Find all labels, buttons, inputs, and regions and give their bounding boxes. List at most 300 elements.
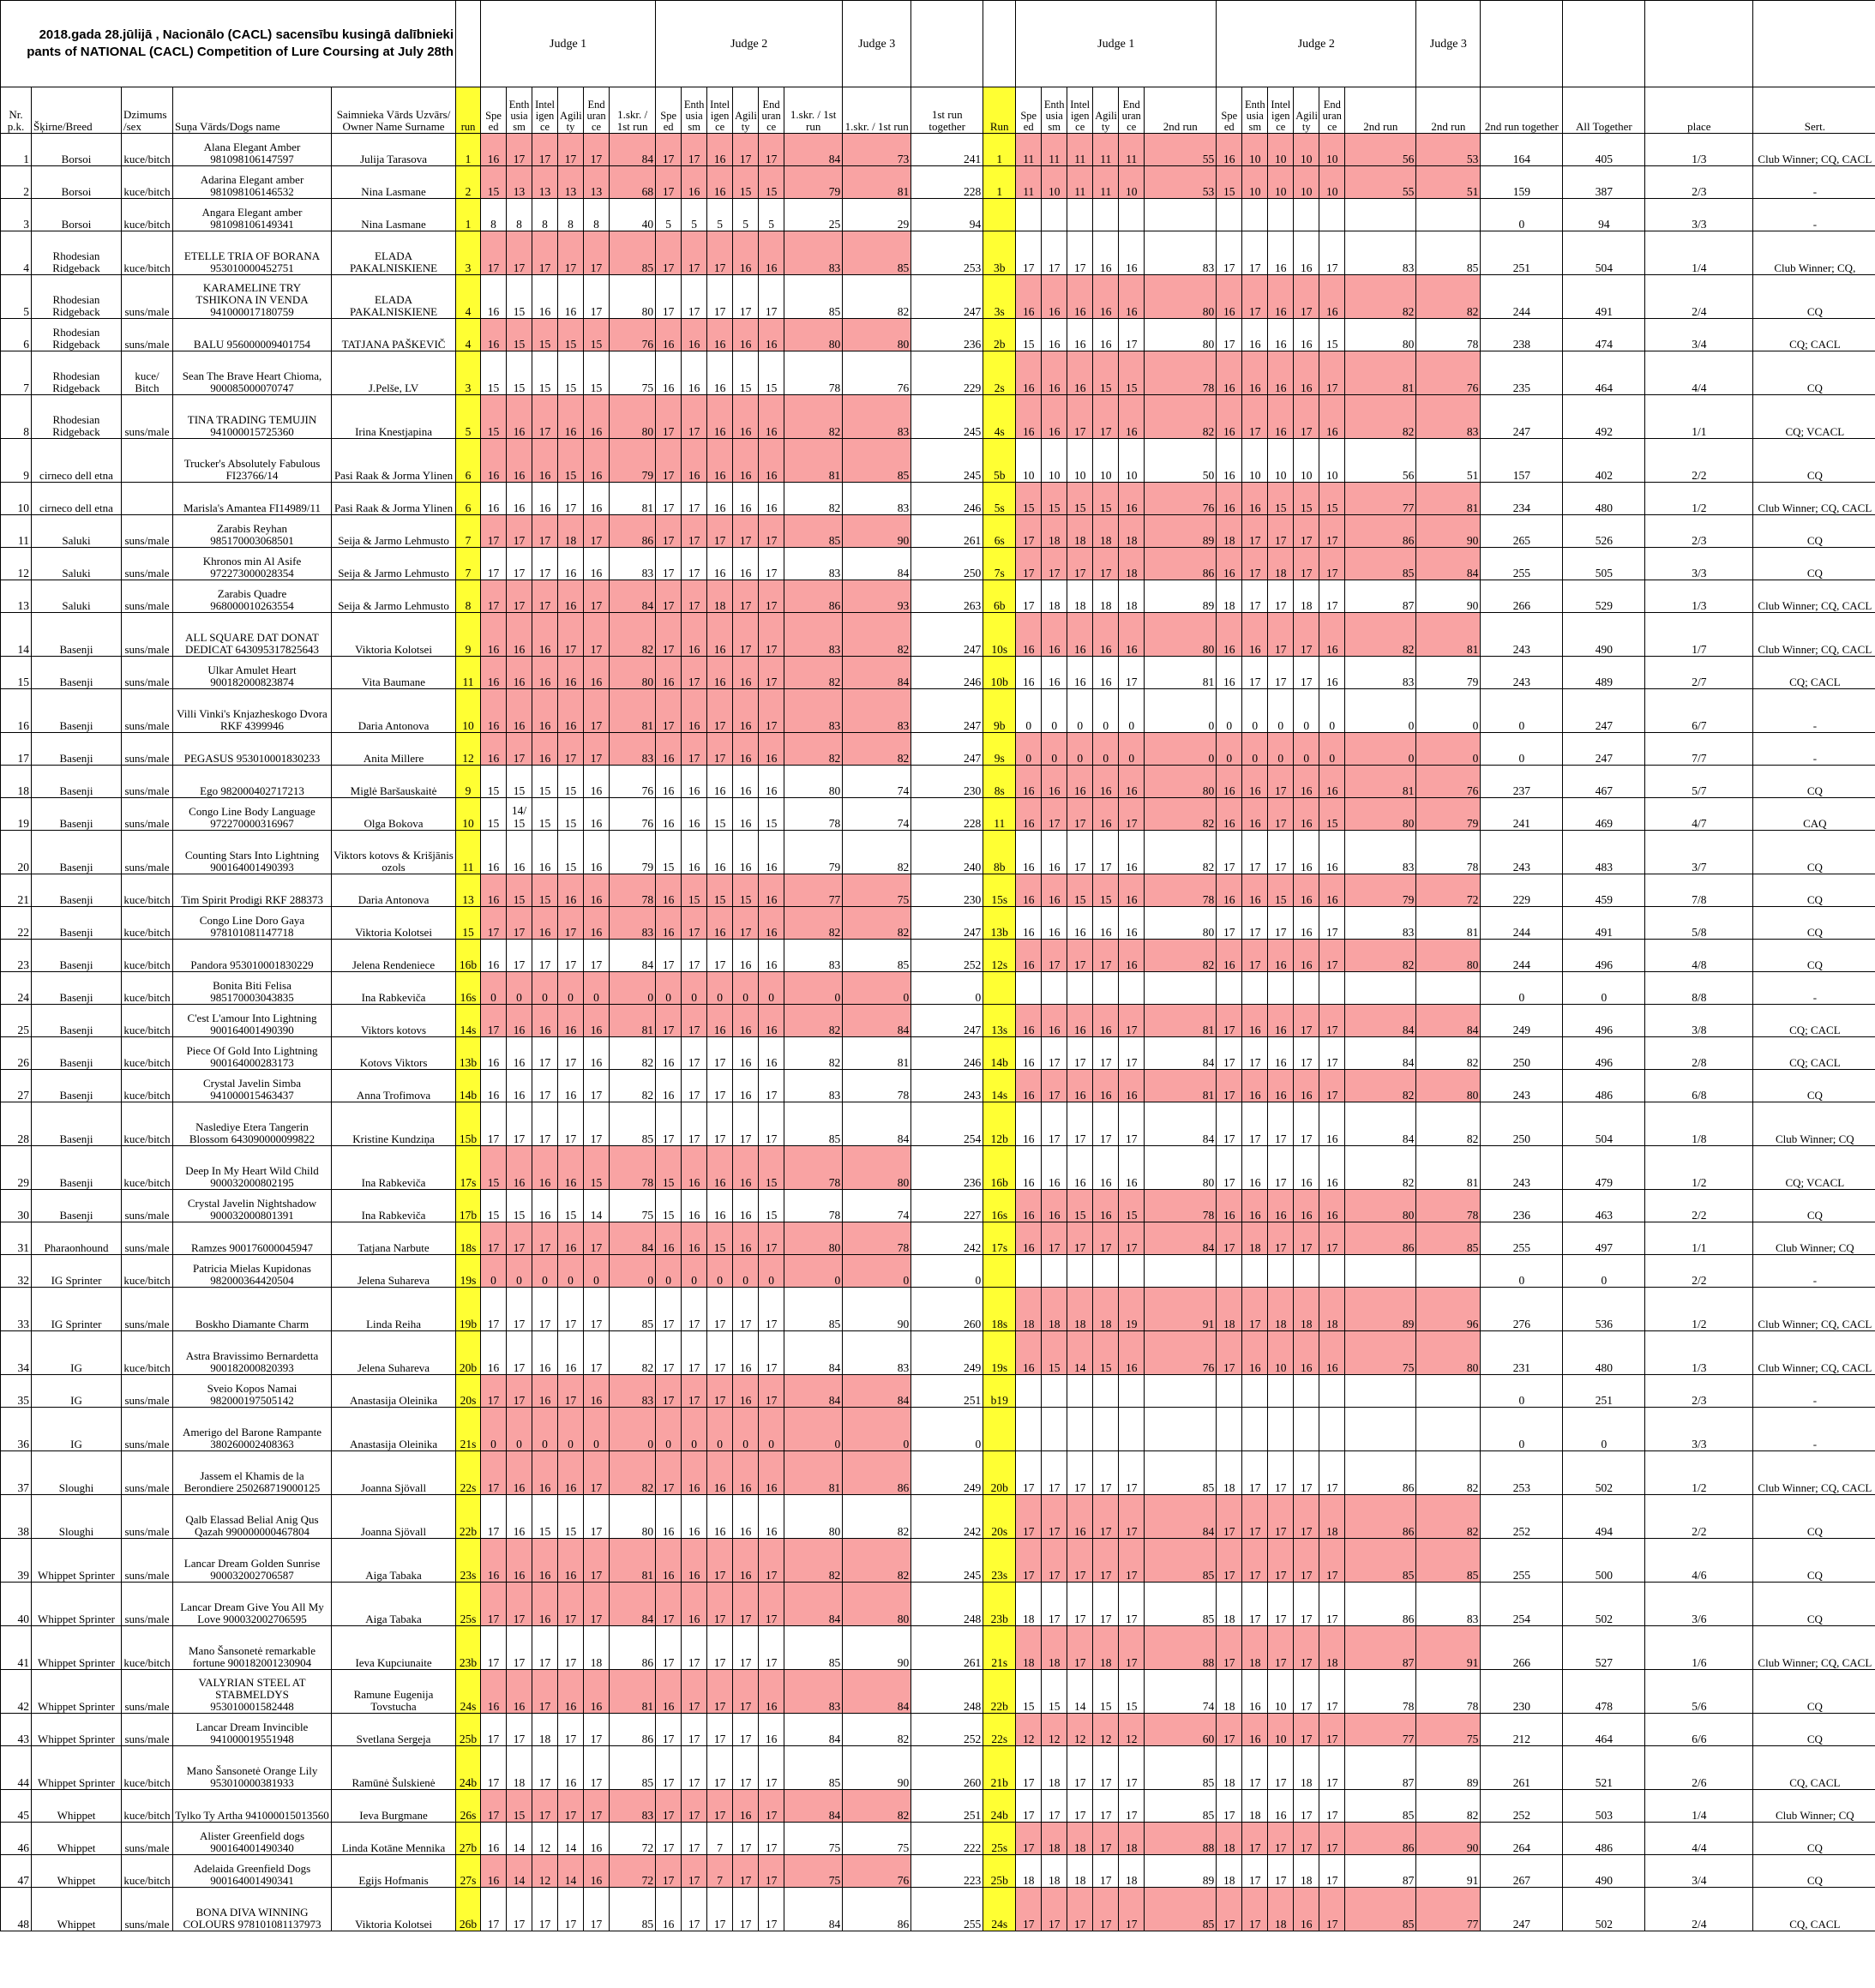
- j1-run2-speed: 17: [1016, 1888, 1042, 1931]
- j1-run1-endurance: 17: [584, 689, 610, 733]
- run1-total: 247: [911, 275, 983, 319]
- j2-run2-intelligence: 10: [1268, 1670, 1294, 1714]
- j2-run2-agility: 16: [1294, 1070, 1319, 1102]
- run2-total: 0: [1481, 1255, 1563, 1288]
- j1-run1-agility: 13: [558, 166, 584, 199]
- j2-run2-speed: 18: [1217, 580, 1242, 613]
- j2-run1-endurance: 15: [759, 1146, 784, 1190]
- run1-total: 0: [911, 1255, 983, 1288]
- row-number: 37: [1, 1451, 32, 1495]
- row-number: 12: [1, 548, 32, 580]
- place-cell: 2/3: [1645, 166, 1753, 199]
- j1-run1-agility: 15: [558, 351, 584, 395]
- dog-name-cell: Trucker's Absolutely Fabulous FI23766/14: [173, 439, 332, 483]
- run2-total: 0: [1481, 972, 1563, 1005]
- all-together: 505: [1563, 548, 1645, 580]
- j2-run1-intelligence: 16: [707, 439, 733, 483]
- j2-run2-enthusiasm: 16: [1242, 1331, 1268, 1375]
- dog-name-cell: KARAMELINE TRY TSHIKONA IN VENDA 941000017180759: [173, 275, 332, 319]
- table-row: [1, 231, 1875, 275]
- sert-cell: CQ: [1753, 1495, 1875, 1539]
- j1-run1-endurance: 15: [584, 319, 610, 351]
- j2-run2-sum: 82: [1345, 1070, 1416, 1102]
- j2-run1-intelligence: 17: [707, 733, 733, 766]
- all-together: 497: [1563, 1222, 1645, 1255]
- all-together: 459: [1563, 874, 1645, 907]
- j2-run1-sum: 78: [784, 798, 843, 831]
- j1-run1-intelligence: 17: [532, 1288, 558, 1331]
- j1-run2-intelligence: 17: [1067, 798, 1093, 831]
- j1-run1-endurance: 0: [584, 1408, 610, 1451]
- j1-run1-sum: 72: [610, 1855, 656, 1888]
- j2-run1-agility: 16: [733, 733, 759, 766]
- j1-run1-speed: 15: [481, 1190, 507, 1222]
- sex-cell: suns/male: [122, 766, 173, 798]
- j2-run1-enthusiasm: 16: [682, 319, 707, 351]
- run2-total: 243: [1481, 1146, 1563, 1190]
- j2-run2-enthusiasm: 16: [1242, 1190, 1268, 1222]
- table-row: [1, 1102, 1875, 1146]
- j1-run1-sum: 81: [610, 689, 656, 733]
- j2-run2-intelligence: 17: [1268, 907, 1294, 940]
- j3-run1-sum: 75: [843, 874, 911, 907]
- j1-run1-intelligence: 16: [532, 1539, 558, 1583]
- j2-run2-speed: 17: [1217, 1790, 1242, 1823]
- all-together: 491: [1563, 907, 1645, 940]
- j1-run1-speed: 17: [481, 1714, 507, 1746]
- j1-run2-intelligence: 14: [1067, 1670, 1093, 1714]
- j1-run2-enthusiasm: 12: [1042, 1714, 1067, 1746]
- j2-run2-intelligence: 17: [1268, 1823, 1294, 1855]
- j1-run1-enthusiasm: 15: [507, 1190, 532, 1222]
- dog-name-cell: Congo Line Body Language 972270000316967: [173, 798, 332, 831]
- j2-run1-intelligence: 16: [707, 1005, 733, 1037]
- j2-run1-sum: 80: [784, 319, 843, 351]
- owner-cell: Miglė Baršauskaitė: [332, 766, 456, 798]
- j2-run1-enthusiasm: 16: [682, 798, 707, 831]
- j2-run2-agility: 16: [1294, 874, 1319, 907]
- j3-run2-sum: [1416, 1375, 1481, 1408]
- j1-run1-endurance: 15: [584, 1146, 610, 1190]
- run1-total: 240: [911, 831, 983, 874]
- row-number: 13: [1, 580, 32, 613]
- j2-run1-intelligence: 16: [707, 1451, 733, 1495]
- j3-run1-sum: 85: [843, 231, 911, 275]
- j1-run2-endurance: 16: [1119, 766, 1145, 798]
- breed-cell: Basenji: [32, 1146, 122, 1190]
- sex-cell: suns/male: [122, 1823, 173, 1855]
- j1-run1-enthusiasm: 15: [507, 874, 532, 907]
- breed-cell: Whippet Sprinter: [32, 1670, 122, 1714]
- breed-cell: IG: [32, 1408, 122, 1451]
- j2-run1-intelligence: 16: [707, 1146, 733, 1190]
- run1-cell: 22b: [456, 1495, 481, 1539]
- j2-run1-endurance: 16: [759, 1670, 784, 1714]
- all-together: 94: [1563, 199, 1645, 231]
- j2-run2-endurance: 15: [1319, 483, 1345, 515]
- j2-run2-enthusiasm: 16: [1242, 319, 1268, 351]
- j2-run2-intelligence: 17: [1268, 1539, 1294, 1583]
- j2-run2-sum: 87: [1345, 580, 1416, 613]
- j2-run1-intelligence: 15: [707, 874, 733, 907]
- j3-run2-sum: [1416, 1255, 1481, 1288]
- run2-cell: 25s: [983, 1823, 1016, 1855]
- j2-run1-endurance: 16: [759, 1714, 784, 1746]
- j3-run2-sum: 0: [1416, 733, 1481, 766]
- run1-cell: 4: [456, 275, 481, 319]
- j1-run1-endurance: 16: [584, 1823, 610, 1855]
- j2-run1-speed: 17: [656, 1005, 682, 1037]
- all-together: 504: [1563, 231, 1645, 275]
- sex-cell: kuce/bitch: [122, 874, 173, 907]
- j1-run1-endurance: 17: [584, 1222, 610, 1255]
- breed-cell: Borsoi: [32, 199, 122, 231]
- j1-run2-sum: [1145, 1375, 1217, 1408]
- j2-run1-enthusiasm: 16: [682, 831, 707, 874]
- j2-run2-sum: 80: [1345, 798, 1416, 831]
- j2-run2-speed: 16: [1217, 548, 1242, 580]
- j2-run1-agility: 15: [733, 166, 759, 199]
- j2-run2-agility: [1294, 199, 1319, 231]
- j3-run1-sum: 90: [843, 1746, 911, 1790]
- owner-cell: Viktoria Kolotsei: [332, 613, 456, 657]
- j3-run2-sum: 78: [1416, 831, 1481, 874]
- all-together: 521: [1563, 1746, 1645, 1790]
- j2-run2-sum: [1345, 1255, 1416, 1288]
- j3-run1-sum: 82: [843, 907, 911, 940]
- place-cell: 5/8: [1645, 907, 1753, 940]
- place-cell: 5/7: [1645, 766, 1753, 798]
- run2-cell: 16s: [983, 1190, 1016, 1222]
- j2-run1-intelligence: 7: [707, 1855, 733, 1888]
- j2-run2-enthusiasm: [1242, 972, 1268, 1005]
- j2-run2-agility: 17: [1294, 1005, 1319, 1037]
- j1-run2-intelligence: 18: [1067, 1288, 1093, 1331]
- sert-cell: Club Winner; CQ, CACL: [1753, 483, 1875, 515]
- j1-run1-agility: 17: [558, 1037, 584, 1070]
- all-together: 490: [1563, 613, 1645, 657]
- j2-run1-agility: 16: [733, 439, 759, 483]
- breed-cell: Whippet: [32, 1823, 122, 1855]
- j2-run1-enthusiasm: 17: [682, 1375, 707, 1408]
- row-number: 36: [1, 1408, 32, 1451]
- all-together: 405: [1563, 134, 1645, 166]
- j1-run2-intelligence: 11: [1067, 134, 1093, 166]
- j2-run2-intelligence: 16: [1268, 1070, 1294, 1102]
- sert-cell: CQ: [1753, 275, 1875, 319]
- j2-run2-sum: 84: [1345, 1037, 1416, 1070]
- breed-cell: Whippet: [32, 1888, 122, 1931]
- j2-run2-endurance: 10: [1319, 439, 1345, 483]
- j3-run2-sum: 89: [1416, 1746, 1481, 1790]
- j2-run1-intelligence: 17: [707, 231, 733, 275]
- j2-run1-enthusiasm: 0: [682, 1408, 707, 1451]
- j2-run2-enthusiasm: 17: [1242, 831, 1268, 874]
- j1-run2-endurance: 18: [1119, 515, 1145, 548]
- breed-cell: cirneco dell etna: [32, 483, 122, 515]
- j1-run2-sum: [1145, 199, 1217, 231]
- table-row: [1, 1037, 1875, 1070]
- j1-run2-agility: [1093, 1375, 1119, 1408]
- j2-run1-intelligence: 16: [707, 548, 733, 580]
- j2-run2-sum: 83: [1345, 657, 1416, 689]
- run1-cell: 7: [456, 548, 481, 580]
- j2-run2-speed: 16: [1217, 657, 1242, 689]
- j1-run2-sum: [1145, 972, 1217, 1005]
- all-together: 0: [1563, 1255, 1645, 1288]
- j3-run2-sum: 85: [1416, 1539, 1481, 1583]
- sex-cell: [122, 483, 173, 515]
- j1-run2-speed: 17: [1016, 231, 1042, 275]
- j1-run1-sum: 83: [610, 733, 656, 766]
- j2-run1-agility: 16: [733, 1451, 759, 1495]
- j3-run2-sum: 82: [1416, 1451, 1481, 1495]
- j2-run2-intelligence: 17: [1268, 1626, 1294, 1670]
- table-row: [1, 1190, 1875, 1222]
- dog-name-cell: Zarabis Reyhan 985170003068501: [173, 515, 332, 548]
- j1-run2-enthusiasm: 16: [1042, 1146, 1067, 1190]
- j1-run2-intelligence: 17: [1067, 548, 1093, 580]
- j1-run2-endurance: 17: [1119, 1005, 1145, 1037]
- run1-total: 260: [911, 1746, 983, 1790]
- breed-cell: Basenji: [32, 798, 122, 831]
- col-j2-run2-sum: 2nd run: [1345, 87, 1416, 134]
- j2-run2-agility: 16: [1294, 319, 1319, 351]
- j3-run1-sum: 29: [843, 199, 911, 231]
- j1-run1-speed: 17: [481, 907, 507, 940]
- dog-name-cell: Bonita Biti Felisa 985170003043835: [173, 972, 332, 1005]
- row-number: 2: [1, 166, 32, 199]
- j2-run1-agility: 16: [733, 231, 759, 275]
- j2-run1-sum: 84: [784, 1331, 843, 1375]
- sert-cell: -: [1753, 166, 1875, 199]
- j1-run2-endurance: 17: [1119, 1626, 1145, 1670]
- dog-name-cell: BALU 956000009401754: [173, 319, 332, 351]
- place-cell: 1/1: [1645, 1222, 1753, 1255]
- row-number: 28: [1, 1102, 32, 1146]
- j1-run2-intelligence: 11: [1067, 166, 1093, 199]
- j1-run2-sum: 82: [1145, 940, 1217, 972]
- j1-run1-intelligence: 17: [532, 1070, 558, 1102]
- j3-run1-sum: 74: [843, 1190, 911, 1222]
- j1-run2-intelligence: 17: [1067, 1626, 1093, 1670]
- j1-run1-speed: 16: [481, 439, 507, 483]
- owner-cell: Ina Rabkeviča: [332, 972, 456, 1005]
- place-cell: 8/8: [1645, 972, 1753, 1005]
- j1-run1-intelligence: 16: [532, 1331, 558, 1375]
- sert-cell: CQ: [1753, 439, 1875, 483]
- run2-cell: 10b: [983, 657, 1016, 689]
- j3-run2-sum: 80: [1416, 940, 1481, 972]
- sex-cell: suns/male: [122, 1539, 173, 1583]
- j1-run1-endurance: 8: [584, 199, 610, 231]
- j2-run2-endurance: 17: [1319, 1790, 1345, 1823]
- j1-run2-enthusiasm: 15: [1042, 483, 1067, 515]
- j2-run1-intelligence: 0: [707, 1255, 733, 1288]
- j1-run1-sum: 83: [610, 548, 656, 580]
- run2-cell: 14s: [983, 1070, 1016, 1102]
- run2-cell: 9b: [983, 689, 1016, 733]
- table-row: [1, 580, 1875, 613]
- j2-run2-speed: [1217, 972, 1242, 1005]
- j2-run2-intelligence: 17: [1268, 515, 1294, 548]
- run1-total: 230: [911, 766, 983, 798]
- sex-cell: suns/male: [122, 733, 173, 766]
- dog-name-cell: Zarabis Quadre 968000010263554: [173, 580, 332, 613]
- j1-run2-speed: 18: [1016, 1288, 1042, 1331]
- all-together: 491: [1563, 275, 1645, 319]
- j1-run2-intelligence: 17: [1067, 1451, 1093, 1495]
- all-together: 247: [1563, 689, 1645, 733]
- j1-run1-speed: 16: [481, 134, 507, 166]
- j1-run1-agility: 16: [558, 1539, 584, 1583]
- j1-run2-speed: 16: [1016, 657, 1042, 689]
- breed-cell: Rhodesian Ridgeback: [32, 319, 122, 351]
- j2-run1-intelligence: 5: [707, 199, 733, 231]
- j1-run2-agility: 17: [1093, 548, 1119, 580]
- j1-run2-sum: 80: [1145, 907, 1217, 940]
- j2-run2-speed: 17: [1217, 231, 1242, 275]
- j2-run1-sum: 83: [784, 1070, 843, 1102]
- j1-run2-intelligence: 17: [1067, 1790, 1093, 1823]
- j2-run1-speed: 0: [656, 1408, 682, 1451]
- j2-run1-sum: 80: [784, 1495, 843, 1539]
- j1-run2-endurance: 16: [1119, 275, 1145, 319]
- j1-run1-enthusiasm: 17: [507, 1583, 532, 1626]
- j2-run2-enthusiasm: [1242, 1408, 1268, 1451]
- run2-cell: 21s: [983, 1626, 1016, 1670]
- j2-run1-sum: 81: [784, 1451, 843, 1495]
- j1-run1-speed: 17: [481, 548, 507, 580]
- run2-total: 253: [1481, 1451, 1563, 1495]
- j2-run2-enthusiasm: 17: [1242, 1583, 1268, 1626]
- j2-run1-speed: 16: [656, 733, 682, 766]
- j3-run1-sum: 84: [843, 657, 911, 689]
- j1-run1-intelligence: 16: [532, 689, 558, 733]
- j1-run2-intelligence: 16: [1067, 1146, 1093, 1190]
- owner-cell: Vita Baumane: [332, 657, 456, 689]
- j1-run1-speed: 0: [481, 1408, 507, 1451]
- j2-run1-enthusiasm: 0: [682, 1255, 707, 1288]
- j1-run2-enthusiasm: 17: [1042, 1888, 1067, 1931]
- sex-cell: suns/male: [122, 319, 173, 351]
- j1-run2-speed: [1016, 972, 1042, 1005]
- run2-cell: 8s: [983, 766, 1016, 798]
- j1-run1-speed: 17: [481, 1102, 507, 1146]
- j2-run1-speed: 15: [656, 1190, 682, 1222]
- j1-run1-enthusiasm: 0: [507, 1408, 532, 1451]
- j1-run1-intelligence: 17: [532, 1888, 558, 1931]
- j1-run1-intelligence: 15: [532, 351, 558, 395]
- j1-run2-endurance: 17: [1119, 1746, 1145, 1790]
- j1-run1-endurance: 16: [584, 874, 610, 907]
- run2-cell: 5s: [983, 483, 1016, 515]
- col-run1-total: 1st run together: [911, 87, 983, 134]
- j2-run1-agility: 17: [733, 1855, 759, 1888]
- j2-run2-endurance: 16: [1319, 1146, 1345, 1190]
- j3-run1-sum: 84: [843, 1005, 911, 1037]
- all-together: 463: [1563, 1190, 1645, 1222]
- j2-run2-speed: 17: [1217, 1070, 1242, 1102]
- j2-run2-agility: 10: [1294, 166, 1319, 199]
- j2-run2-sum: 86: [1345, 1222, 1416, 1255]
- all-together: 526: [1563, 515, 1645, 548]
- j2-run1-endurance: 16: [759, 1495, 784, 1539]
- j1-run2-intelligence: 10: [1067, 439, 1093, 483]
- j1-run1-agility: 0: [558, 1255, 584, 1288]
- j2-run2-enthusiasm: 17: [1242, 231, 1268, 275]
- j1-run2-endurance: 16: [1119, 1146, 1145, 1190]
- j1-run2-intelligence: 17: [1067, 1222, 1093, 1255]
- j1-run1-endurance: 16: [584, 907, 610, 940]
- j2-run2-intelligence: 16: [1268, 395, 1294, 439]
- j1-run1-sum: 86: [610, 1626, 656, 1670]
- j3-run1-sum: 90: [843, 515, 911, 548]
- j1-run1-endurance: 16: [584, 1037, 610, 1070]
- j1-run1-speed: 17: [481, 580, 507, 613]
- run2-total: 237: [1481, 766, 1563, 798]
- j2-run1-speed: 17: [656, 1626, 682, 1670]
- j2-run2-sum: 55: [1345, 166, 1416, 199]
- j2-run2-agility: 16: [1294, 1146, 1319, 1190]
- j2-run1-speed: 16: [656, 1888, 682, 1931]
- j1-run1-endurance: 17: [584, 1714, 610, 1746]
- sex-cell: kuce/bitch: [122, 1005, 173, 1037]
- j1-run2-enthusiasm: 17: [1042, 1451, 1067, 1495]
- j1-run2-sum: 85: [1145, 1451, 1217, 1495]
- run2-total: 244: [1481, 907, 1563, 940]
- owner-cell: ELADA PAKALNISKIENE: [332, 231, 456, 275]
- j2-run2-endurance: 15: [1319, 319, 1345, 351]
- j1-run1-enthusiasm: 16: [507, 1539, 532, 1583]
- j1-run1-enthusiasm: 16: [507, 395, 532, 439]
- j2-run2-enthusiasm: 17: [1242, 907, 1268, 940]
- j2-run2-endurance: 17: [1319, 1451, 1345, 1495]
- j2-run2-agility: 18: [1294, 580, 1319, 613]
- sex-cell: kuce/bitch: [122, 1331, 173, 1375]
- j1-run2-enthusiasm: 16: [1042, 613, 1067, 657]
- j1-run2-sum: 85: [1145, 1790, 1217, 1823]
- j1-run2-agility: 16: [1093, 231, 1119, 275]
- sert-cell: Club Winner; CQ, CACL: [1753, 1331, 1875, 1375]
- j2-run2-enthusiasm: 17: [1242, 1539, 1268, 1583]
- run1-total: 248: [911, 1670, 983, 1714]
- j2-run2-endurance: 17: [1319, 907, 1345, 940]
- j2-run1-intelligence: 17: [707, 940, 733, 972]
- j2-run1-enthusiasm: 16: [682, 1539, 707, 1583]
- j3-run1-sum: 82: [843, 1495, 911, 1539]
- dog-name-cell: Adarina Elegant amber 981098106146532: [173, 166, 332, 199]
- run1-total: 249: [911, 1451, 983, 1495]
- j1-run1-agility: 18: [558, 515, 584, 548]
- j2-run2-intelligence: 16: [1268, 1790, 1294, 1823]
- sert-cell: CQ; VCACL: [1753, 1146, 1875, 1190]
- j1-run2-enthusiasm: 18: [1042, 580, 1067, 613]
- j2-run2-speed: 17: [1217, 1037, 1242, 1070]
- owner-cell: Ieva Burgmane: [332, 1790, 456, 1823]
- j1-run2-endurance: 15: [1119, 351, 1145, 395]
- run2-cell: 16b: [983, 1146, 1016, 1190]
- row-number: 40: [1, 1583, 32, 1626]
- j2-run2-speed: 16: [1217, 275, 1242, 319]
- j2-run1-endurance: 17: [759, 1888, 784, 1931]
- j1-run2-agility: 15: [1093, 874, 1119, 907]
- j1-run2-agility: 16: [1093, 275, 1119, 319]
- dog-name-cell: Amerigo del Barone Rampante 380260002408363: [173, 1408, 332, 1451]
- owner-cell: Olga Bokova: [332, 798, 456, 831]
- j2-run2-sum: 85: [1345, 1790, 1416, 1823]
- j3-run2-sum: 53: [1416, 134, 1481, 166]
